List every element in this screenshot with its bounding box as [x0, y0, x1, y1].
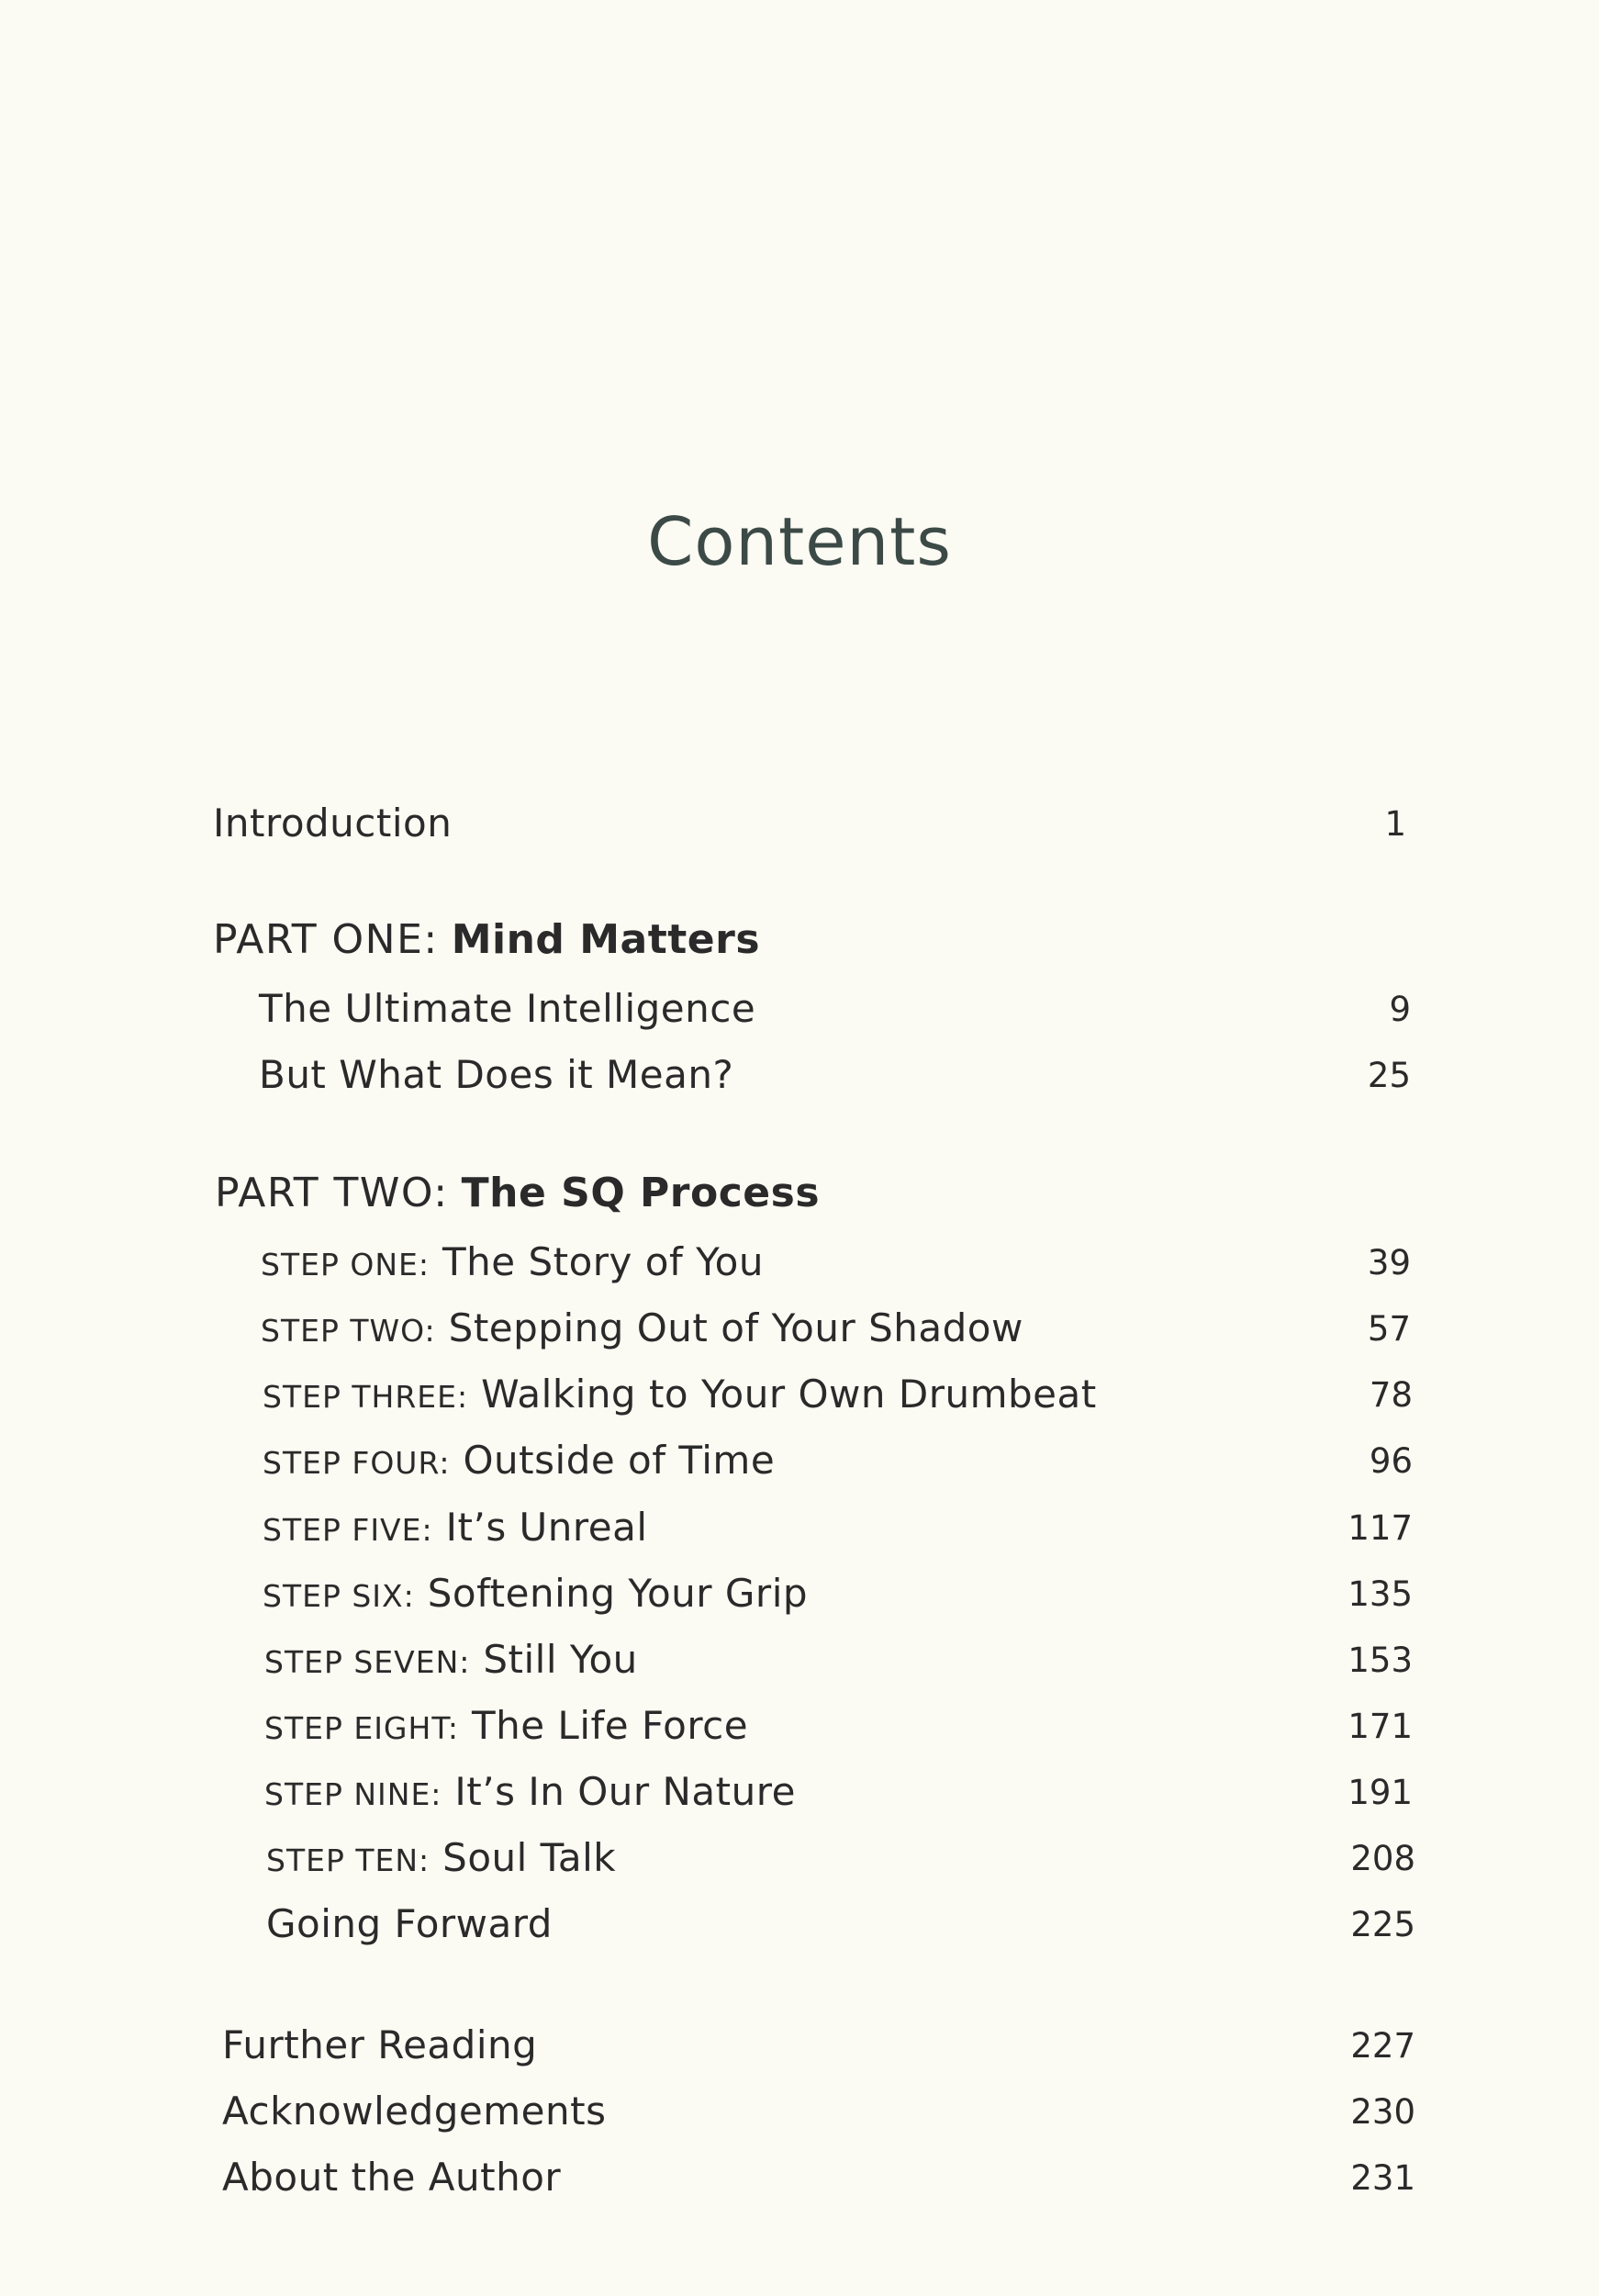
- entry-label: The Ultimate Intelligence: [259, 986, 756, 1031]
- step-title: Walking to Your Own Drumbeat: [481, 1372, 1097, 1417]
- page-number: 225: [1350, 1905, 1415, 1944]
- toc-entry: [0, 986, 1599, 1041]
- toc-step-entry: [0, 1372, 1599, 1427]
- page-number: 117: [1347, 1508, 1413, 1548]
- step-prefix: STEP NINE:: [264, 1776, 442, 1812]
- page-number: 153: [1347, 1641, 1413, 1680]
- step-title: The Life Force: [471, 1703, 749, 1748]
- toc-entry-back-matter: [0, 2155, 1599, 2210]
- toc-step-entry: [0, 1703, 1599, 1758]
- toc-step-entry: [0, 1505, 1599, 1560]
- step-title: Still You: [483, 1637, 638, 1682]
- page-number: 25: [1367, 1056, 1411, 1095]
- entry-label: Further Reading: [222, 2022, 538, 2067]
- page-number: 1: [1384, 804, 1406, 844]
- part-name: Mind Matters: [451, 916, 761, 963]
- step-prefix: STEP FOUR:: [263, 1445, 451, 1481]
- step-entry-text: [264, 1769, 796, 1814]
- toc-step-entry: [0, 1305, 1599, 1361]
- page-number: 57: [1367, 1309, 1411, 1349]
- step-entry-text: [266, 1835, 616, 1880]
- step-entry-text: [264, 1637, 638, 1682]
- toc-step-entry: [0, 1239, 1599, 1294]
- step-prefix: STEP SEVEN:: [264, 1644, 471, 1680]
- toc-entry-back-matter: [0, 2022, 1599, 2078]
- page-number: 231: [1350, 2158, 1415, 2198]
- part-prefix: PART TWO:: [215, 1170, 449, 1216]
- step-title: Stepping Out of Your Shadow: [448, 1305, 1023, 1350]
- page-number: 191: [1347, 1773, 1413, 1812]
- part-heading-text: [215, 1170, 820, 1216]
- page-number: 227: [1350, 2026, 1415, 2066]
- toc-entry-back-matter: [0, 2089, 1599, 2144]
- step-entry-text: [261, 1305, 1023, 1350]
- page-number: 230: [1350, 2092, 1415, 2132]
- toc-step-entry: [0, 1438, 1599, 1493]
- step-title: It’s Unreal: [445, 1505, 648, 1550]
- entry-label: Introduction: [213, 801, 453, 846]
- page-number: 171: [1347, 1707, 1413, 1746]
- step-title: Soul Talk: [442, 1835, 617, 1880]
- toc-entry: [0, 1052, 1599, 1107]
- step-prefix: STEP ONE:: [261, 1247, 430, 1282]
- step-prefix: STEP EIGHT:: [264, 1710, 459, 1746]
- step-entry-text: [263, 1571, 808, 1616]
- entry-label: Going Forward: [266, 1901, 553, 1946]
- page-number: 96: [1369, 1441, 1413, 1481]
- entry-label: About the Author: [222, 2155, 562, 2200]
- page-number: 135: [1347, 1574, 1413, 1614]
- page-number: 39: [1367, 1243, 1411, 1282]
- part-prefix: PART ONE:: [213, 916, 439, 963]
- step-entry-text: [261, 1239, 764, 1284]
- part-heading-two: [0, 1170, 1599, 1225]
- page-number: 208: [1350, 1839, 1415, 1878]
- page-title: Contents: [647, 503, 952, 580]
- part-heading-one: [0, 916, 1599, 971]
- toc-step-entry: [0, 1769, 1599, 1824]
- step-prefix: STEP TEN:: [266, 1842, 430, 1878]
- toc-step-entry: [0, 1571, 1599, 1626]
- toc-step-entry: [0, 1637, 1599, 1692]
- step-prefix: STEP SIX:: [263, 1578, 415, 1614]
- step-title: Softening Your Grip: [427, 1571, 809, 1616]
- part-name: The SQ Process: [461, 1170, 821, 1216]
- step-entry-text: [263, 1505, 648, 1550]
- entry-label: Acknowledgements: [222, 2089, 607, 2134]
- step-entry-text: [263, 1372, 1097, 1417]
- step-title: Outside of Time: [463, 1438, 776, 1483]
- step-prefix: STEP THREE:: [263, 1379, 469, 1415]
- part-heading-text: [213, 916, 760, 963]
- step-entry-text: [264, 1703, 748, 1748]
- page-number: 9: [1389, 990, 1411, 1029]
- toc-step-entry: [0, 1835, 1599, 1890]
- step-title: The Story of You: [442, 1239, 764, 1284]
- page-number: 78: [1369, 1375, 1413, 1415]
- step-entry-text: [263, 1438, 775, 1483]
- toc-entry-introduction: [0, 801, 1599, 856]
- toc-entry-going-forward: [0, 1901, 1599, 1956]
- step-prefix: STEP FIVE:: [263, 1512, 433, 1548]
- entry-label: But What Does it Mean?: [259, 1052, 734, 1097]
- step-title: It’s In Our Nature: [454, 1769, 796, 1814]
- step-prefix: STEP TWO:: [261, 1313, 436, 1349]
